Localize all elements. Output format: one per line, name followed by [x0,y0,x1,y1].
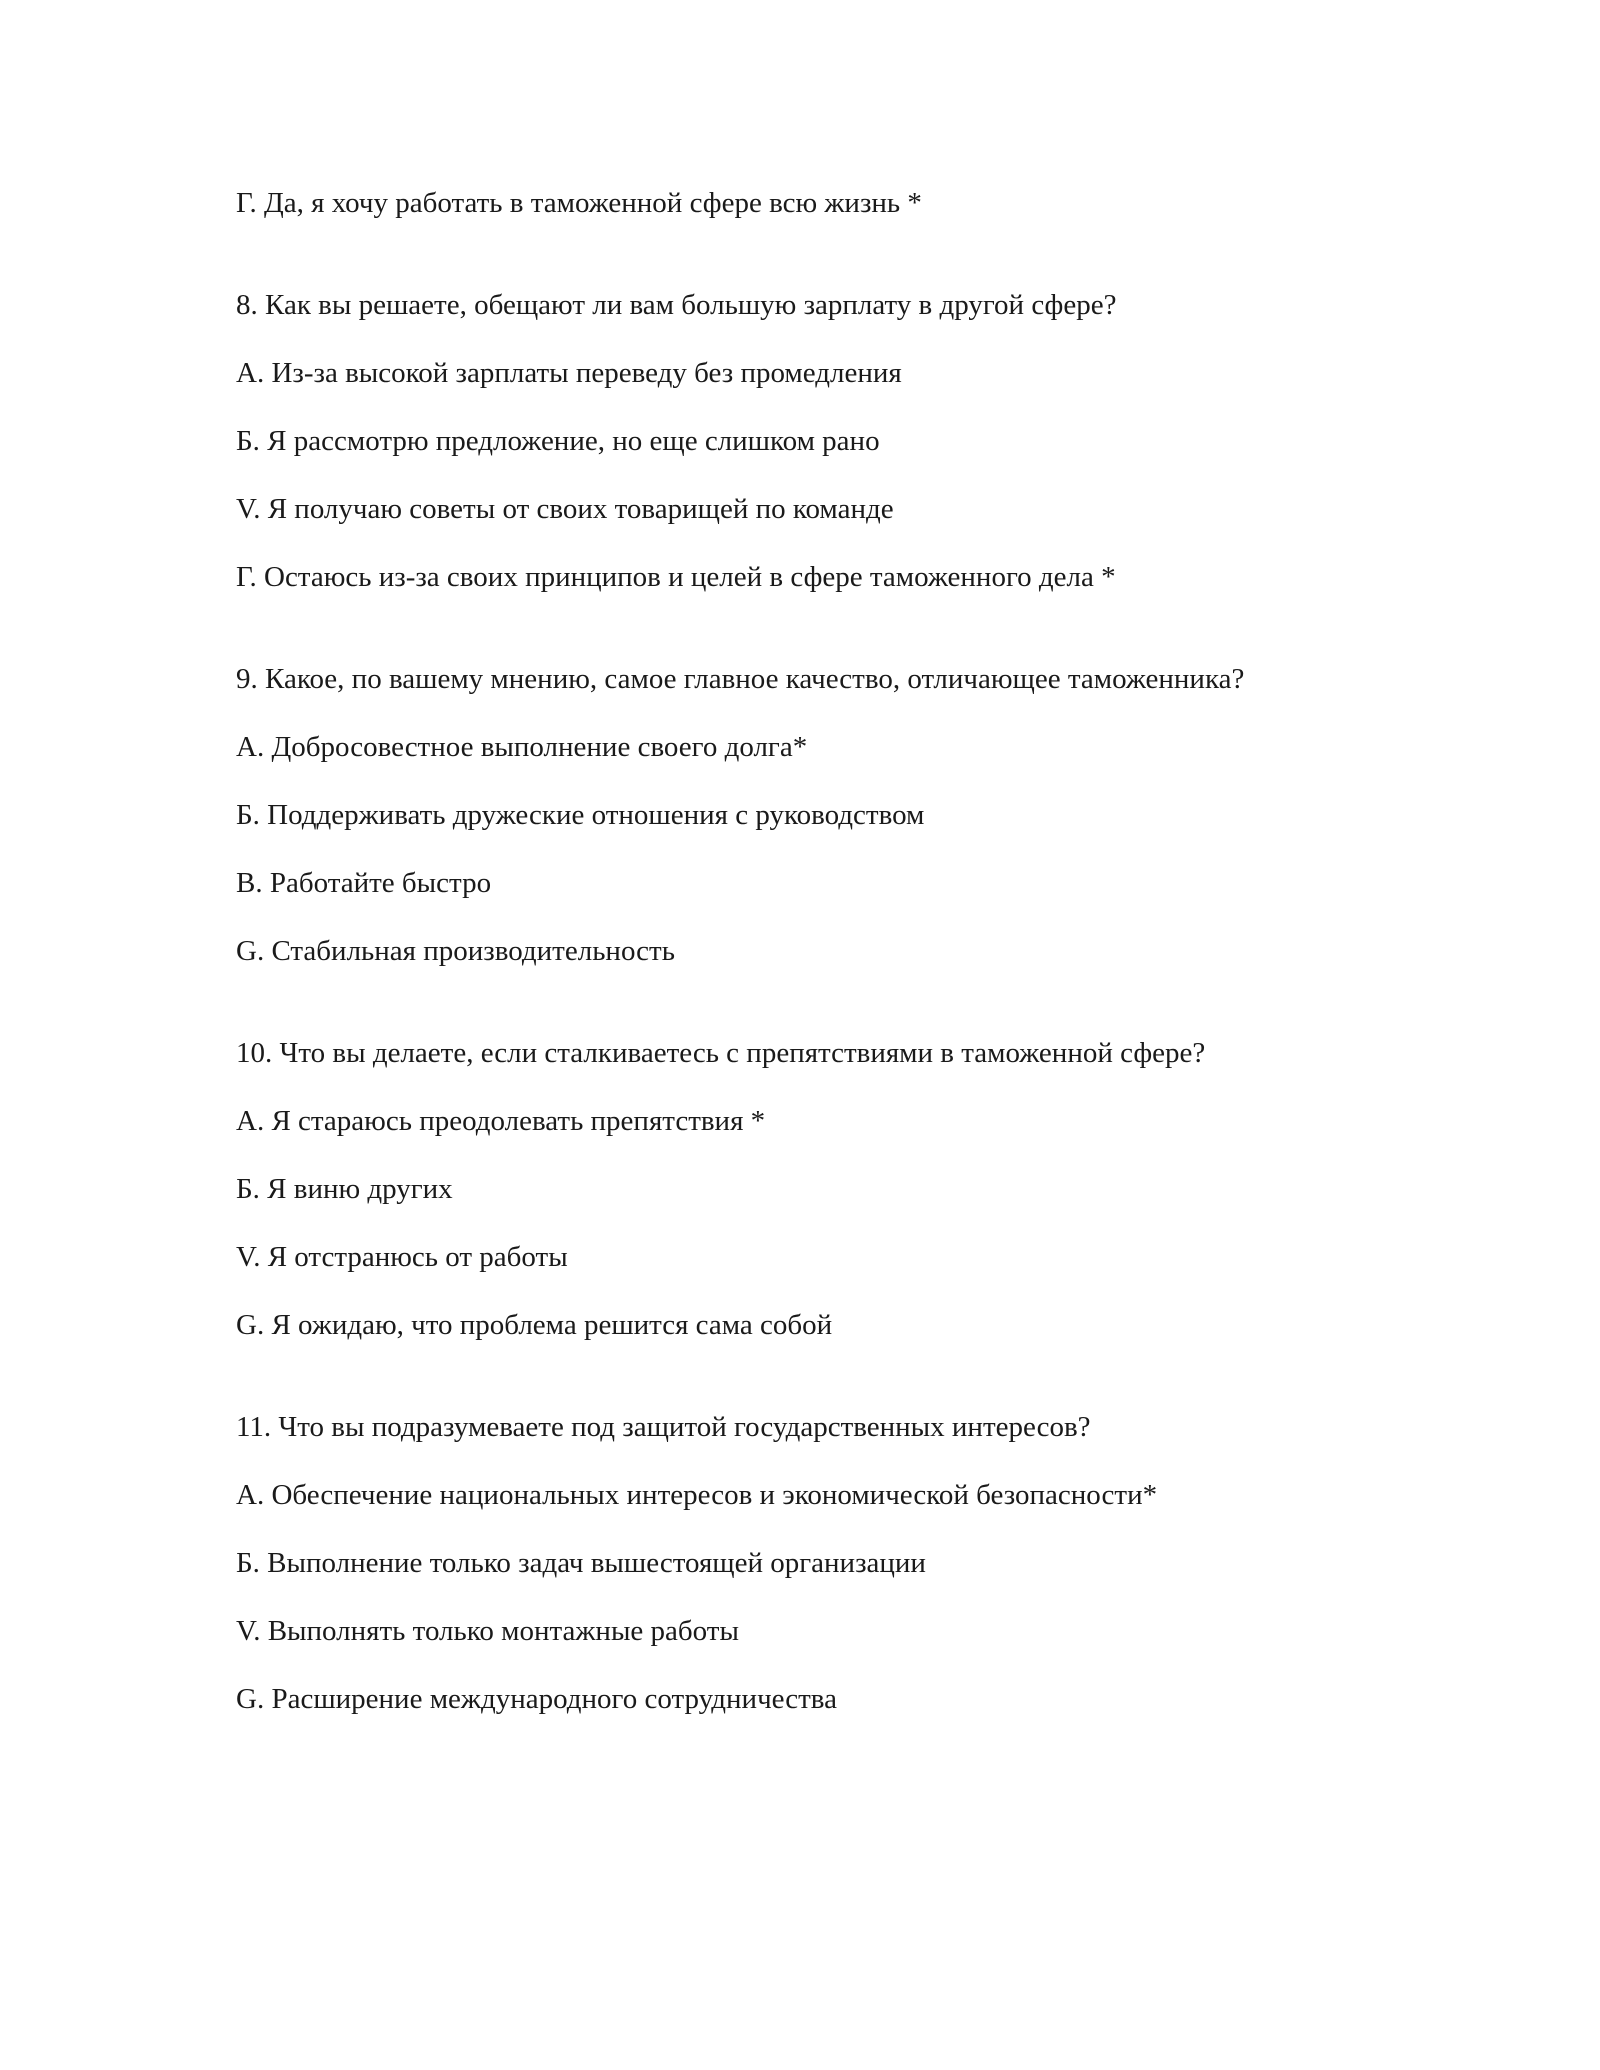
question-11 [236,1410,1436,1716]
option-g: G. Стабильная производительность [236,935,675,967]
question-9 [236,662,1436,968]
option-b: Б. Я рассмотрю предложение, но еще слишком рано [236,425,880,457]
question-text: 9. Какое, по вашему мнению, самое главное качество, отличающее таможенника? [236,663,1245,695]
option-v: V. Я получаю советы от своих товарищей по команде [236,493,894,525]
option-g: G. Я ожидаю, что проблема решится сама собой [236,1309,833,1341]
option-v: В. Работайте быстро [236,867,492,899]
option-v: V. Выполнять только монтажные работы [236,1615,739,1647]
question-text: 10. Что вы делаете, если сталкиваетесь с препятствиями в таможенной сфере? [236,1037,1206,1069]
question-8 [236,288,1436,594]
option-g: Г. Остаюсь из-за своих принципов и целей в сфере таможенного дела * [236,561,1116,593]
question-text: 8. Как вы решаете, обещают ли вам большую зарплату в другой сфере? [236,289,1117,321]
document-content [236,186,1436,1784]
question-fragment [236,186,1436,220]
option-b: Б. Я виню других [236,1173,453,1205]
option-b: Б. Выполнение только задач вышестоящей организации [236,1547,926,1579]
option-g: G. Расширение международного сотрудничества [236,1683,837,1715]
option-a: А. Добросовестное выполнение своего долга* [236,731,808,763]
question-10 [236,1036,1436,1342]
option-g: Г. Да, я хочу работать в таможенной сфере всю жизнь * [236,187,922,219]
option-a: А. Я стараюсь преодолевать препятствия * [236,1105,766,1137]
question-text: 11. Что вы подразумеваете под защитой государственных интересов? [236,1411,1091,1443]
option-a: А. Из-за высокой зарплаты переведу без промедления [236,357,902,389]
option-b: Б. Поддерживать дружеские отношения с руководством [236,799,925,831]
option-a: А. Обеспечение национальных интересов и экономической безопасности* [236,1479,1158,1511]
option-v: V. Я отстранюсь от работы [236,1241,568,1273]
